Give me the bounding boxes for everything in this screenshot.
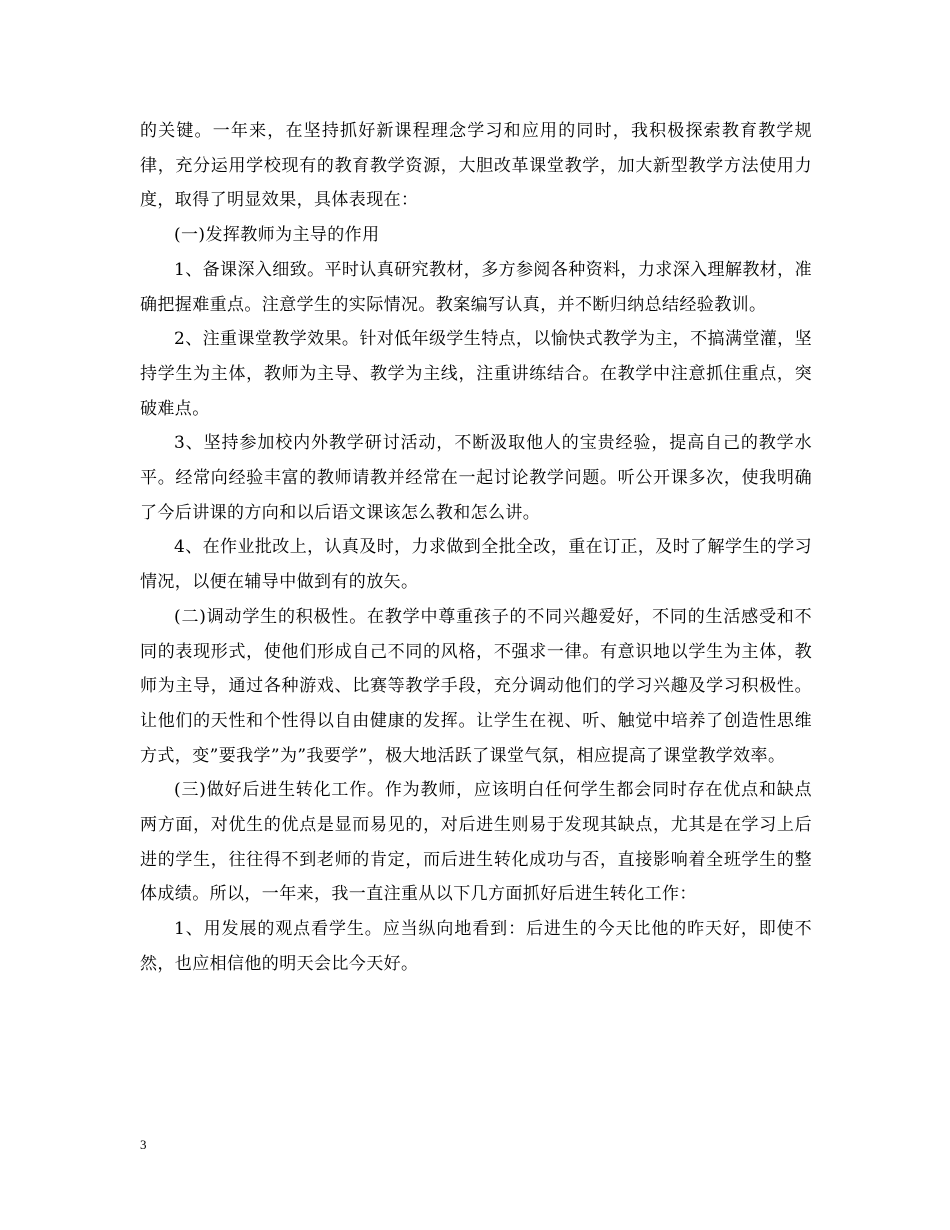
paragraph: 1、用发展的观点看学生。应当纵向地看到：后进生的今天比他的昨天好，即使不然，也应相信他的明天会比今天好。 [140, 919, 812, 974]
body-text [140, 114, 812, 982]
paragraph: (二)调动学生的积极性。在教学中尊重孩子的不同兴趣爱好，不同的生活感受和不同的表现形式，使他们形成自己不同的风格，不强求一律。有意识地以学生为主体，教师为主导，通过各种游戏、比赛等教学手段，充分调动他们的学习兴趣及学习积极性。让他们的天性和个性得以自由健康的发挥。让学生在视、听、触觉中培养了创造性思维方式，变”要我学”为”我要学”，极大地活跃了课堂气氛，相应提高了课堂教学效率。 [140, 606, 812, 766]
paragraph: 1、备课深入细致。平时认真研究教材，多方参阅各种资料，力求深入理解教材，准确把握难重点。注意学生的实际情况。教案编写认真，并不断归纳总结经验教训。 [140, 259, 812, 315]
page-number: 3 [140, 1137, 147, 1152]
paragraph: 2、注重课堂教学效果。针对低年级学生特点，以愉快式教学为主，不搞满堂灌，坚持学生为主体，教师为主导、教学为主线，注重讲练结合。在教学中注意抓住重点，突破难点。 [140, 329, 812, 419]
paragraph: (一)发挥教师为主导的作用 [174, 225, 380, 246]
paragraph: (三)做好后进生转化工作。作为教师，应该明白任何学生都会同时存在优点和缺点两方面，对优生的优点是显而易见的，对后进生则易于发现其缺点，尤其是在学习上后进的学生，往往得不到老师的肯定，而后进生转化成功与否，直接影响着全班学生的整体成绩。所以，一年来，我一直注重从以下几方面抓好后进生转化工作： [140, 780, 812, 905]
paragraph: 4、在作业批改上，认真及时，力求做到全批全改，重在订正，及时了解学生的学习情况，以便在辅导中做到有的放矢。 [140, 537, 812, 593]
paragraph: 3、坚持参加校内外教学研讨活动，不断汲取他人的宝贵经验，提高自己的教学水平。经常向经验丰富的教师请教并经常在一起讨论教学问题。听公开课多次，使我明确了今后讲课的方向和以后语文课该怎么教和怎么讲。 [140, 433, 812, 523]
paragraph: 的关键。一年来，在坚持抓好新课程理念学习和应用的同时，我积极探索教育教学规律，充分运用学校现有的教育教学资源，大胆改革课堂教学，加大新型教学方法使用力度，取得了明显效果，具体表现在： [140, 121, 812, 211]
